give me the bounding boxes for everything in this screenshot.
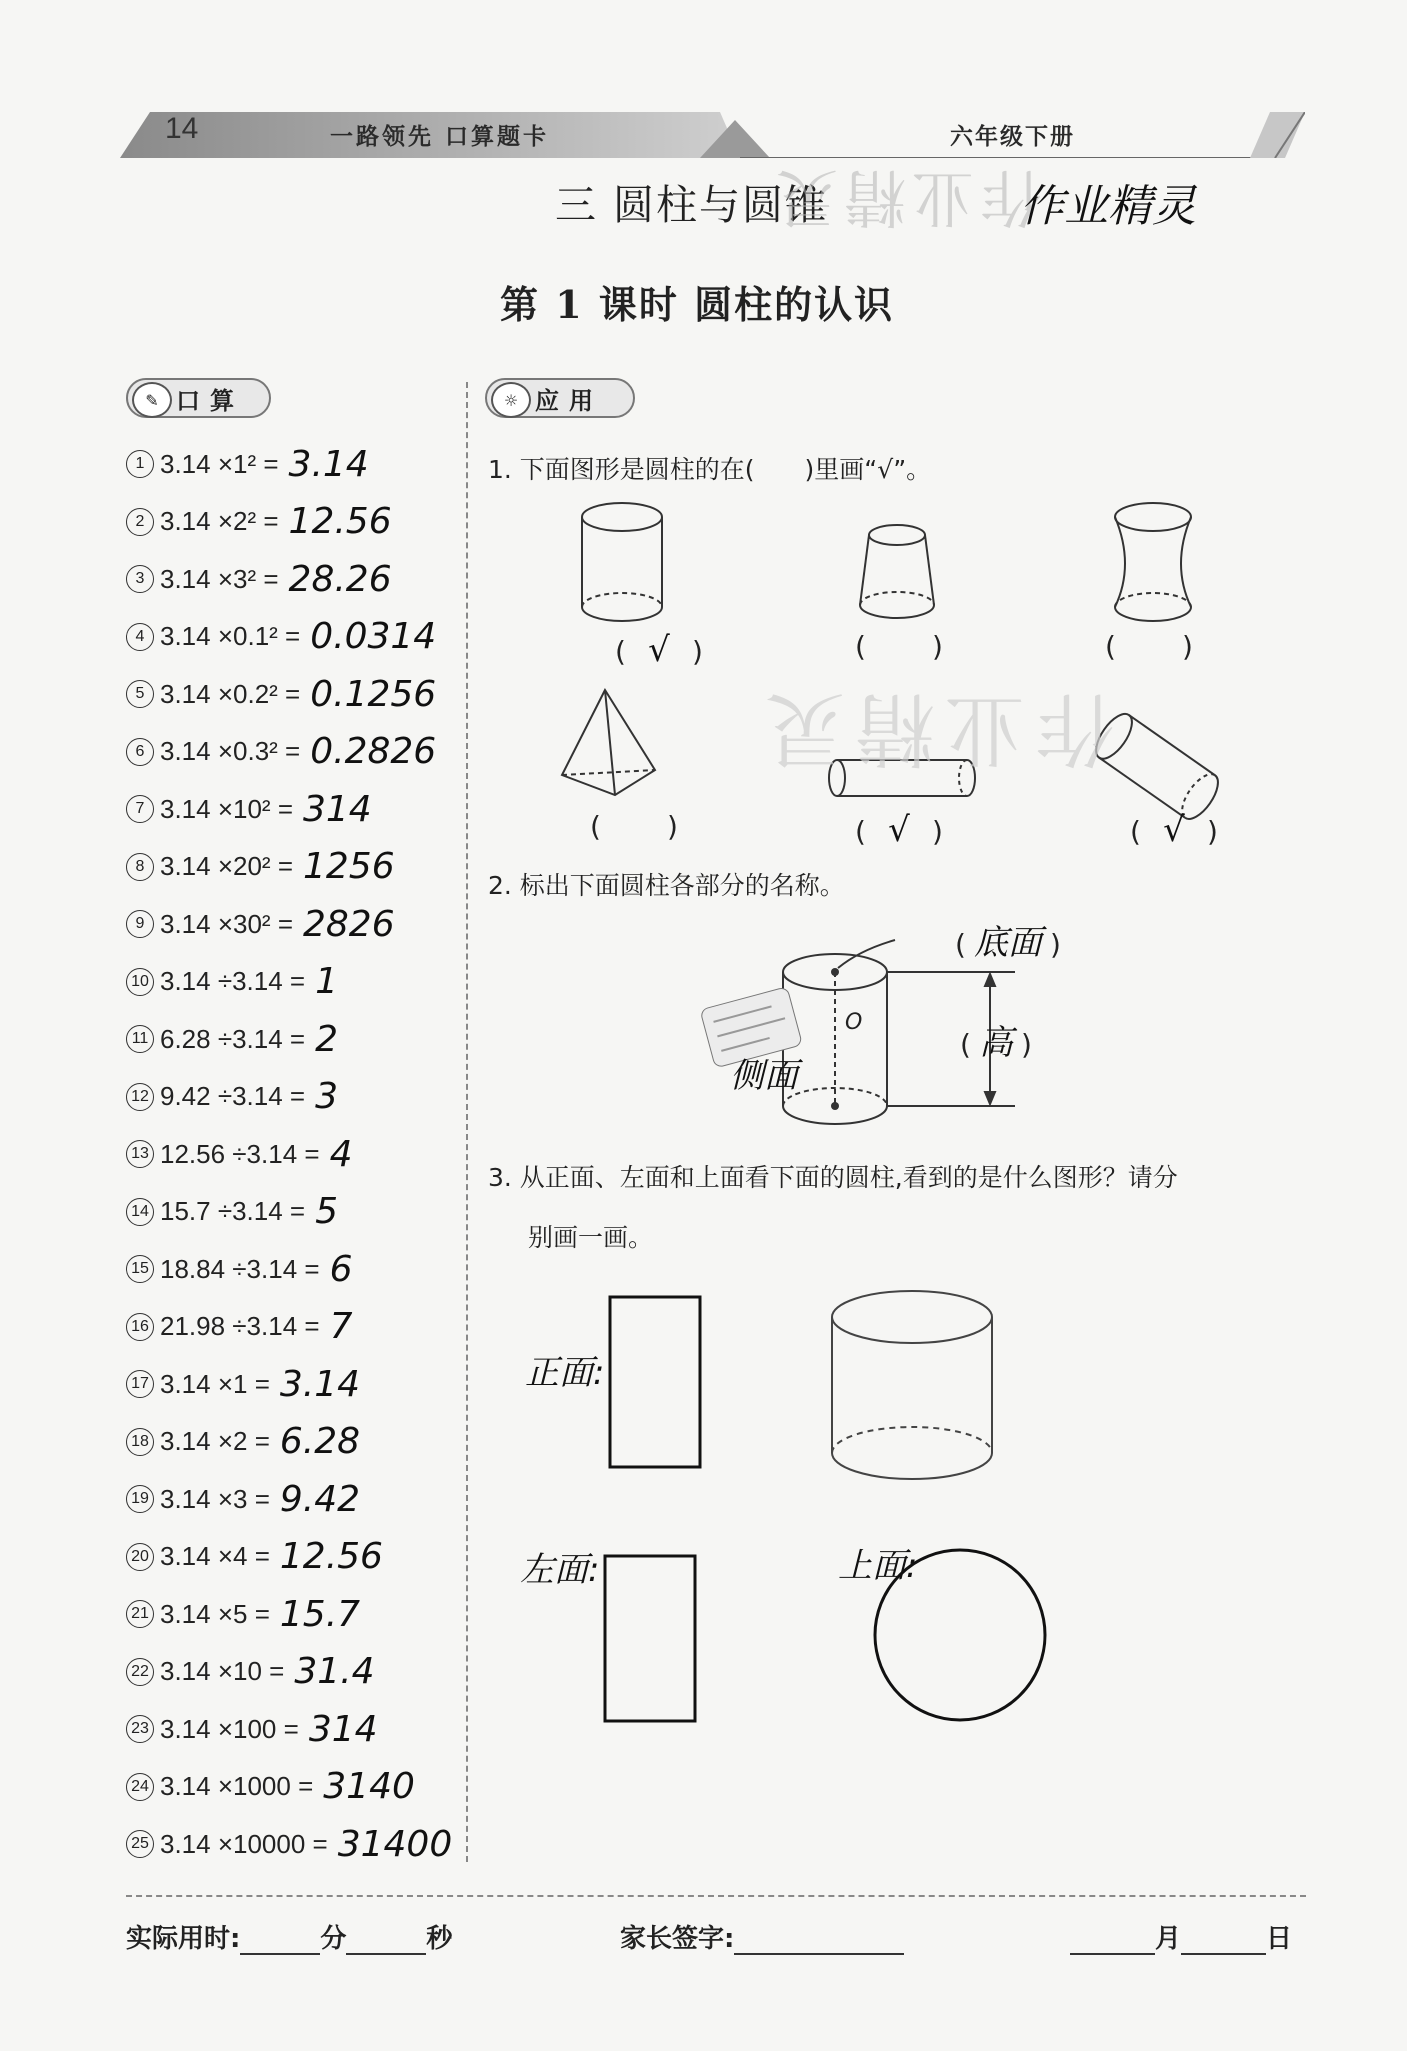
problem-answer: 3.14 xyxy=(288,443,369,485)
problem-equation: 3.14 ×20² = xyxy=(160,851,293,881)
calculator-icon: ✎ xyxy=(132,382,172,418)
problem-number: 20 xyxy=(126,1543,154,1571)
problem-equation: 3.14 ×0.1² = xyxy=(160,621,301,651)
section-kousuan xyxy=(126,378,271,418)
label-top: 上面: xyxy=(838,1546,918,1586)
problem-row xyxy=(126,1364,360,1404)
problem-row xyxy=(126,1652,375,1692)
problem-row xyxy=(126,1249,352,1289)
problem-equation: 3.14 ×4 = xyxy=(160,1541,270,1571)
problem-equation: 3.14 ×1² = xyxy=(160,448,279,479)
q1-answer-paren[interactable]: ( ) xyxy=(855,630,943,663)
problem-row xyxy=(126,1537,383,1577)
problem-answer: 4 xyxy=(329,1133,353,1175)
problem-answer: 15.7 xyxy=(279,1593,361,1635)
column-divider xyxy=(466,382,468,1862)
problem-equation: 6.28 ÷3.14 = xyxy=(160,1023,306,1054)
problem-row xyxy=(126,1479,360,1519)
problem-number: 11 xyxy=(126,1025,154,1053)
problem-answer: 31400 xyxy=(337,1823,453,1865)
problem-equation: 3.14 ×30² = xyxy=(160,908,293,939)
problem-number: 1 xyxy=(126,450,154,478)
watermark-mid: 作业精灵 xyxy=(755,682,1115,775)
problem-equation: 3.14 ×3² = xyxy=(160,563,279,594)
problem-number: 18 xyxy=(126,1428,154,1456)
problem-number: 4 xyxy=(126,623,154,651)
left-view-rect xyxy=(605,1556,695,1721)
footer-date: 月 日 xyxy=(1070,1918,1292,1955)
label-base: ( 底面 ) xyxy=(955,923,1061,963)
header-band xyxy=(120,112,1305,158)
q3-text-line1: 3. 从正面、左面和上面看下面的圆柱,看到的是什么图形？请分 xyxy=(488,1163,1178,1192)
unit-title: 三 圆柱与圆锥 xyxy=(555,181,829,229)
problem-equation: 3.14 ×1 = xyxy=(160,1368,270,1399)
problem-row xyxy=(126,1767,415,1807)
problem-row xyxy=(126,1594,360,1634)
problem-answer: 9.42 xyxy=(279,1478,361,1520)
problem-equation: 3.14 ×2² = xyxy=(160,506,279,536)
watermark: 作业精灵 xyxy=(770,161,1043,234)
problem-equation: 3.14 ×0.2² = xyxy=(160,678,301,709)
q2-text: 2. 标出下面圆柱各部分的名称。 xyxy=(488,871,845,900)
bulb-icon: ☼ xyxy=(491,382,531,418)
problem-row xyxy=(126,904,395,944)
section-yingyong xyxy=(485,378,635,418)
problem-number: 24 xyxy=(126,1773,154,1801)
problem-row xyxy=(126,732,436,772)
handwritten-signature: 作业精灵 xyxy=(1020,181,1196,232)
shape-cylinder xyxy=(582,503,662,621)
problem-row xyxy=(126,444,369,484)
problem-number: 7 xyxy=(126,795,154,823)
problem-row xyxy=(126,617,436,657)
problem-equation: 18.84 ÷3.14 = xyxy=(160,1253,320,1284)
problem-row xyxy=(126,789,372,829)
q1-check-mark: √ xyxy=(648,630,670,670)
shape-pyramid xyxy=(562,690,655,795)
problem-answer: 0.0314 xyxy=(310,616,437,657)
problem-number: 3 xyxy=(126,565,154,593)
problem-number: 5 xyxy=(126,680,154,708)
problem-answer: 1256 xyxy=(303,846,395,887)
q3-drawings xyxy=(520,1270,1080,1750)
problem-number: 15 xyxy=(126,1255,154,1283)
problem-equation: 3.14 ×5 = xyxy=(160,1598,270,1629)
problem-answer: 0.1256 xyxy=(310,673,437,715)
problem-row xyxy=(126,559,392,599)
footer-time: 实际用时: 分 秒 xyxy=(126,1924,453,1954)
problem-equation: 3.14 ×0.3² = xyxy=(160,736,301,766)
problem-number: 9 xyxy=(126,910,154,938)
q1-answer-paren[interactable]: ( ) xyxy=(1105,630,1193,663)
section-yingyong-label: 应用 xyxy=(535,386,603,415)
series-title: 一路领先 口算题卡 xyxy=(330,123,550,150)
page-number: 14 xyxy=(165,112,199,145)
shape-concave-cylinder xyxy=(1115,503,1191,621)
q1-text: 1. 下面图形是圆柱的在( )里画“√”。 xyxy=(488,455,932,484)
problem-answer: 31.4 xyxy=(294,1651,375,1692)
problem-number: 21 xyxy=(126,1600,154,1628)
problem-row xyxy=(126,1422,360,1462)
problem-number: 13 xyxy=(126,1140,154,1168)
problem-answer: 2 xyxy=(315,1018,339,1060)
problem-row xyxy=(126,1709,378,1749)
label-height: ( 高 ) xyxy=(960,1023,1032,1063)
problem-row xyxy=(126,962,338,1002)
problem-answer: 314 xyxy=(308,1708,378,1750)
problem-answer: 5 xyxy=(315,1191,339,1232)
problem-row xyxy=(126,502,392,542)
problem-number: 2 xyxy=(126,508,154,536)
problem-equation: 3.14 ×10² = xyxy=(160,793,293,824)
q1-answer-paren[interactable]: ( √ ) xyxy=(855,810,943,850)
label-left: 左面: xyxy=(520,1550,600,1590)
problem-answer: 2826 xyxy=(303,903,395,945)
problem-answer: 7 xyxy=(329,1306,353,1347)
q1-check-mark: √ xyxy=(888,810,910,850)
problem-row xyxy=(126,1824,452,1864)
q1-answer-paren[interactable]: ( √ ) xyxy=(615,630,703,670)
problem-row xyxy=(126,1192,338,1232)
problem-number: 16 xyxy=(126,1313,154,1341)
problem-row xyxy=(126,847,395,887)
problem-answer: 3.14 xyxy=(279,1363,361,1405)
problem-row xyxy=(126,1134,352,1174)
problem-number: 14 xyxy=(126,1198,154,1226)
problem-answer: 6 xyxy=(329,1248,353,1290)
problem-equation: 3.14 ×100 = xyxy=(160,1713,299,1744)
front-view-rect xyxy=(610,1297,700,1467)
problem-number: 17 xyxy=(126,1370,154,1398)
problem-number: 23 xyxy=(126,1715,154,1743)
problem-answer: 1 xyxy=(315,961,339,1002)
problem-number: 10 xyxy=(126,968,154,996)
grade-label: 六年级下册 xyxy=(950,123,1075,150)
problem-answer: 6.28 xyxy=(279,1421,361,1462)
shape-frustum xyxy=(860,525,934,618)
footer-divider xyxy=(126,1895,1306,1897)
problem-equation: 12.56 ÷3.14 = xyxy=(160,1138,320,1169)
label-front: 正面: xyxy=(525,1353,605,1393)
problem-equation: 21.98 ÷3.14 = xyxy=(160,1311,320,1341)
label-side: 侧面 xyxy=(730,1056,798,1096)
q1-check-mark: √ xyxy=(1163,810,1185,850)
problem-answer: 3140 xyxy=(323,1766,415,1807)
problem-equation: 3.14 ×2 = xyxy=(160,1426,270,1456)
problem-answer: 0.2826 xyxy=(310,731,437,772)
problem-row xyxy=(126,1307,352,1347)
problem-equation: 3.14 ×1000 = xyxy=(160,1771,314,1801)
problem-answer: 3 xyxy=(315,1076,339,1117)
problem-equation: 3.14 ×10 = xyxy=(160,1656,285,1686)
problem-number: 12 xyxy=(126,1083,154,1111)
problem-answer: 314 xyxy=(303,788,372,830)
problem-answer: 28.26 xyxy=(288,558,392,600)
problem-answer: 12.56 xyxy=(279,1536,383,1577)
problem-equation: 3.14 ×10000 = xyxy=(160,1828,328,1859)
problem-equation: 3.14 ÷3.14 = xyxy=(160,966,306,996)
section-kousuan-label: 口算 xyxy=(176,386,244,415)
problem-number: 25 xyxy=(126,1830,154,1858)
problem-row xyxy=(126,674,436,714)
q1-answer-paren[interactable]: ( √ ) xyxy=(1130,810,1218,850)
q3-text-line2: 别画一画。 xyxy=(528,1223,654,1252)
problem-number: 22 xyxy=(126,1658,154,1686)
center-label-o: O xyxy=(845,1010,863,1035)
q1-answer-paren[interactable]: ( ) xyxy=(590,810,678,843)
problem-equation: 15.7 ÷3.14 = xyxy=(160,1196,306,1226)
problem-number: 19 xyxy=(126,1485,154,1513)
problem-number: 6 xyxy=(126,738,154,766)
problem-row xyxy=(126,1019,338,1059)
footer-parent-sign: 家长签字: xyxy=(620,1918,904,1955)
problem-row xyxy=(126,1077,338,1117)
problem-number: 8 xyxy=(126,853,154,881)
lesson-title: 第 1 课时 圆柱的认识 xyxy=(500,282,895,327)
problem-equation: 9.42 ÷3.14 = xyxy=(160,1081,306,1111)
problem-answer: 12.56 xyxy=(288,501,392,542)
problem-equation: 3.14 ×3 = xyxy=(160,1483,270,1514)
